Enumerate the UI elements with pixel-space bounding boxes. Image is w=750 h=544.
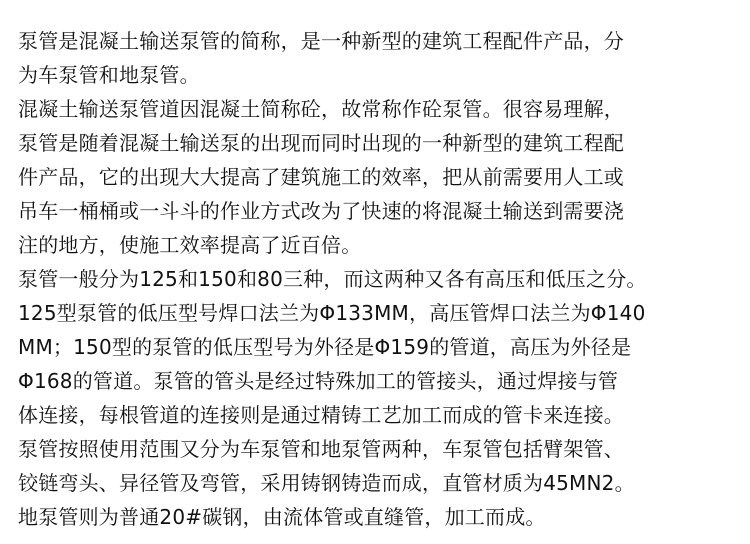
text-line: 铰链弯头、异径管及弯管，采用铸钢铸造而成，直管材质为45MN2。: [18, 471, 635, 495]
text-line: MM；150型的泵管的低压型号为外径是Φ159的管道，高压为外径是: [18, 335, 632, 359]
text-line: 泵管一般分为125和150和80三种，而这两种又各有高压和低压之分。: [18, 267, 647, 291]
text-line: 泵管按照使用范围又分为车泵管和地泵管两种，车泵管包括臂架管、: [18, 437, 624, 461]
text-line: 注的地方，使施工效率提高了近百倍。: [18, 233, 362, 257]
text-line: 125型泵管的低压型号焊口法兰为Φ133MM，高压管焊口法兰为Φ140: [18, 301, 646, 325]
text-line: 件产品，它的出现大大提高了建筑施工的效率，把从前需要用人工或: [18, 165, 624, 189]
text-line: 体连接，每根管道的连接则是通过精铸工艺加工而成的管卡来连接。: [18, 403, 624, 427]
text-line: 为车泵管和地泵管。: [18, 63, 200, 87]
text-line: 混凝土输送泵管道因混凝土简称砼，故常称作砼泵管。很容易理解，: [18, 97, 624, 121]
text-line: Φ168的管道。泵管的管头是经过特殊加工的管接头，通过焊接与管: [18, 369, 619, 393]
text-line: 地泵管则为普通20#碳钢，由流体管或直缝管，加工而成。: [18, 505, 546, 529]
text-line: 泵管是随着混凝土输送泵的出现而同时出现的一种新型的建筑工程配: [18, 131, 624, 155]
text-line: 泵管是混凝土输送泵管的简称，是一种新型的建筑工程配件产品，分: [18, 29, 624, 53]
text-line: 吊车一桶桶或一斗斗的作业方式改为了快速的将混凝土输送到需要浇: [18, 199, 624, 223]
